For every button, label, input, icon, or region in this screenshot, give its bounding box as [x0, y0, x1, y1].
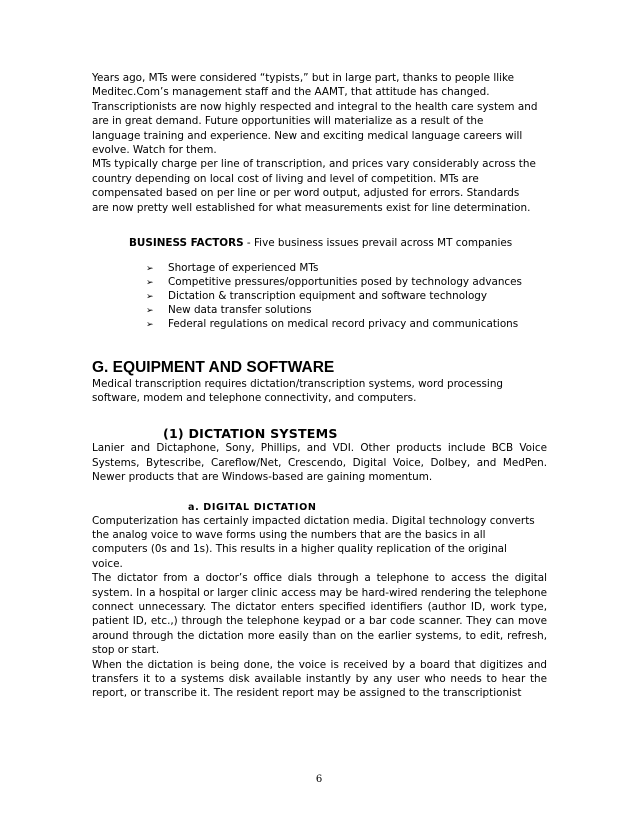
text-line: Computerization has certainly impacted dictation media. Digital technology converts: [92, 514, 535, 527]
text-line: are now pretty well established for what measurements exist for line determination.: [92, 201, 531, 214]
arrow-bullet-icon: ➢: [146, 292, 154, 303]
list-item: ➢ New data transfer solutions: [146, 304, 547, 318]
arrow-bullet-icon: ➢: [146, 264, 154, 275]
paragraph-mt-history: [92, 71, 547, 157]
text-line: the analog voice to wave forms using the numbers that are the basics in all: [92, 528, 486, 541]
text-line: language training and experience. New and exciting medical language careers will: [92, 129, 523, 142]
text-line: software, modem and telephone connectivity, and computers.: [92, 391, 417, 404]
arrow-bullet-icon: ➢: [146, 320, 154, 331]
text-line: Transcriptionists are now highly respected and integral to the health care system and: [92, 100, 538, 113]
subsection-heading-dictation-systems: (1) DICTATION SYSTEMS: [163, 426, 338, 442]
document-page: [92, 71, 547, 701]
subsection-heading-digital-dictation: a. DIGITAL DICTATION: [188, 501, 317, 513]
paragraph-dictator-access: The dictator from a doctor’s office dials through a telephone to access the digital system. In a hospital or larger clinic access may be hard-wired rendering the telephone connect unnecessary. The dictator enters specified identifiers (author ID, work type, patient ID, etc.,) through the telephone keypad or a bar code scanner. They can move around through the dictation more easily than on the earlier systems, to edit, refresh, stop or start.: [92, 572, 548, 657]
text-line: are in great demand. Future opportunities will materialize as a result of the: [92, 115, 484, 128]
text-line: MTs typically charge per line of transcription, and prices vary considerably across the: [92, 158, 536, 171]
text-line: Meditec.Com’s management staff and the AAMT, that attitude has changed.: [92, 86, 490, 99]
business-factors-list: [146, 262, 547, 332]
arrow-bullet-icon: ➢: [146, 278, 154, 289]
paragraph-digital-technology: [92, 514, 547, 572]
business-factors-heading: BUSINESS FACTORS: [129, 237, 244, 250]
section-heading-equipment-software: G. EQUIPMENT AND SOFTWARE: [92, 358, 335, 376]
text-line: evolve. Watch for them.: [92, 144, 217, 157]
business-factors-intro: - Five business issues prevail across MT companies: [243, 237, 513, 250]
business-factors: [129, 236, 547, 332]
text-line: voice.: [92, 557, 123, 570]
text-line: Years ago, MTs were considered “typists,” but in large part, thanks to people llike: [92, 72, 515, 84]
text-line: computers (0s and 1s). This results in a higher quality replication of the original: [92, 543, 507, 556]
paragraph-mt-pricing: [92, 157, 547, 215]
list-item: ➢ Federal regulations on medical record privacy and communications: [146, 318, 547, 332]
arrow-bullet-icon: ➢: [146, 306, 154, 317]
text-line: compensated based on per line or per word output, adjusted for errors. Standards: [92, 187, 520, 200]
list-item: ➢ Dictation & transcription equipment and software technology: [146, 290, 547, 304]
paragraph-equipment-intro: [92, 377, 547, 406]
paragraph-dictation-products: Lanier and Dictaphone, Sony, Phillips, and VDI. Other products include BCB Voice Systems, Bytescribe, Careflow/Net, Crescendo, Digital Voice, Dolbey, and MedPen. Newer products that are Windows-based are gaining momentum.: [92, 442, 547, 484]
text-line: Medical transcription requires dictation/transcription systems, word processing: [92, 377, 504, 390]
list-item: ➢ Competitive pressures/opportunities posed by technology advances: [146, 276, 547, 290]
paragraph-voice-digitizing: When the dictation is being done, the voice is received by a board that digitizes and transfers it to a systems disk available instantly by any user who needs to hear the report, or transcribe it. The resident report may be assigned to the transcriptionist: [92, 658, 547, 700]
page-number: 6: [315, 774, 323, 785]
list-item: ➢ Shortage of experienced MTs: [146, 262, 547, 276]
text-line: country depending on local cost of living and level of competition. MTs are: [92, 172, 479, 185]
